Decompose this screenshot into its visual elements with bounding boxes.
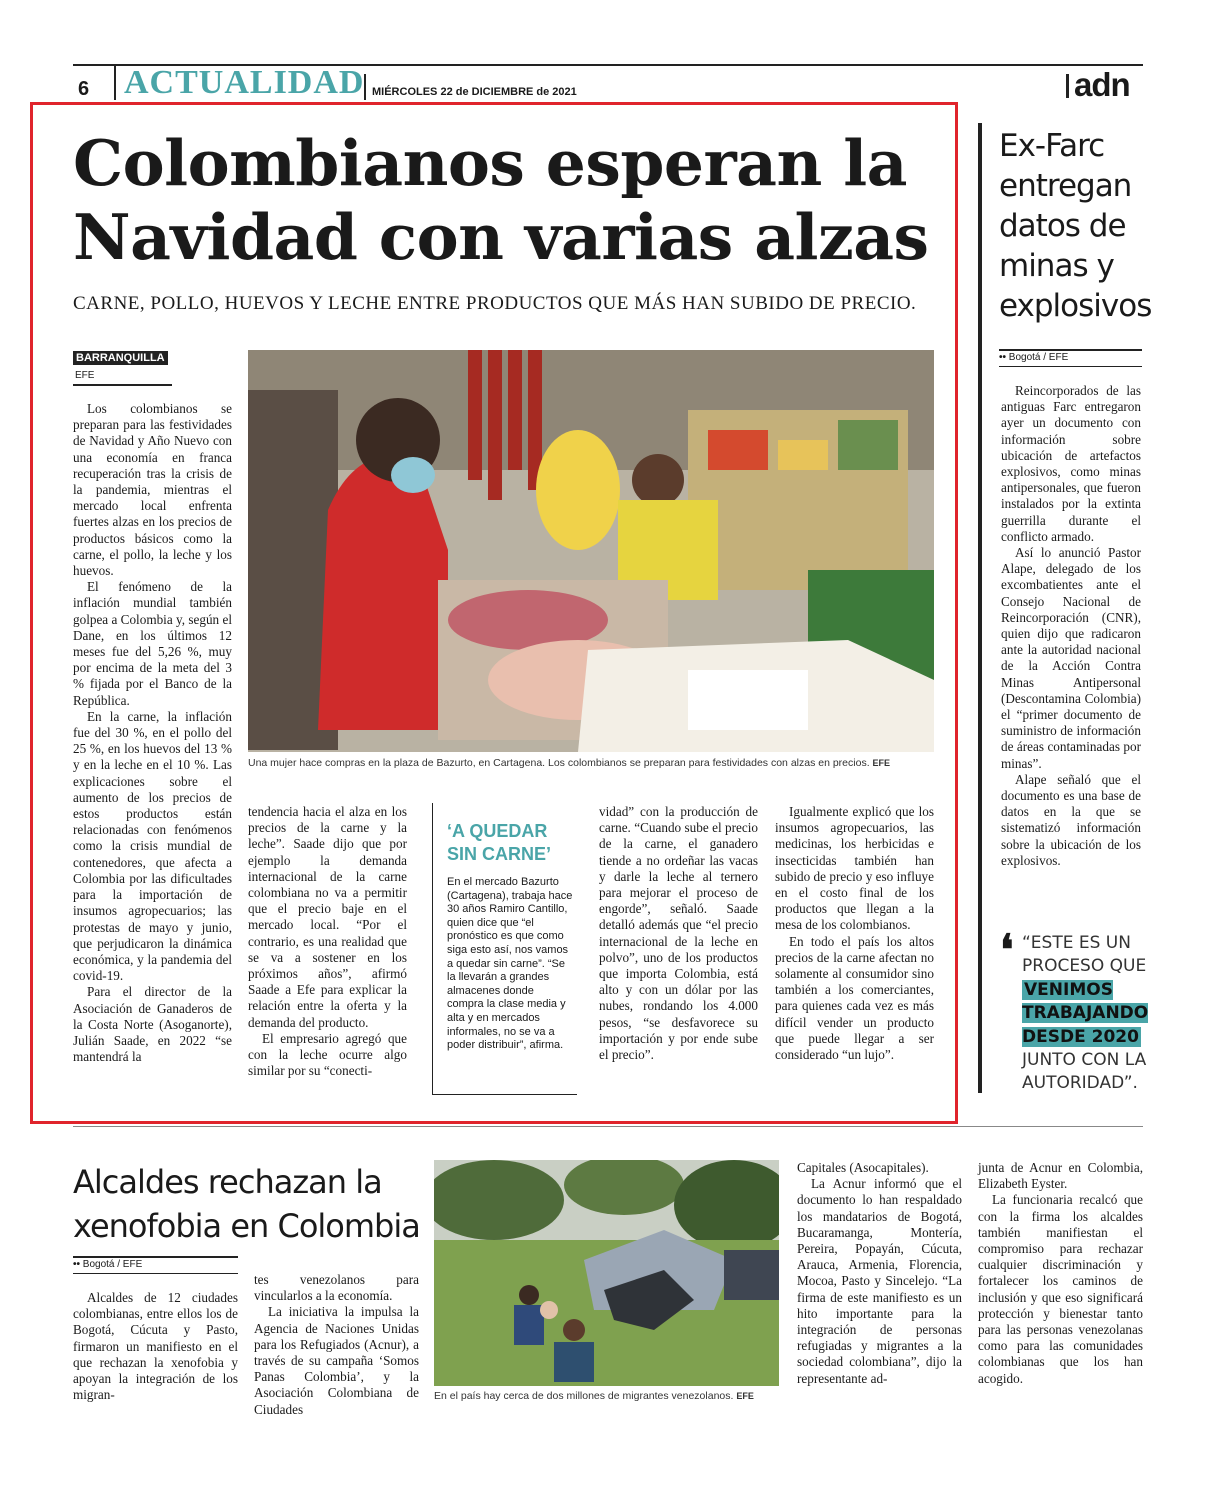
bullet-icon: •• (73, 1259, 83, 1270)
pull-quote (1022, 932, 1152, 1096)
paragraph: En la carne, la inflación fue del 30 %, en el pollo del 25 %, en los huevos del 13 % y en la leche en el 10 %. Las explicaciones sobre el aumento de los precios de estos productos están relacionadas con fenómenos como la crisis mundial de contenedores, que afecta a Colombia por las dificultades para la importación de insumos agropecuarios; las protestas de mayo y junio, que perjudicaron la dinámica económica, y la pandemia del covid-19. (73, 708, 232, 984)
bottom-column-4 (978, 1160, 1143, 1387)
quote-mark-icon: ❛ (1000, 925, 1014, 974)
byline-source: EFE (75, 370, 95, 381)
caption-text: Una mujer hace compras en la plaza de Bazurto, en Cartagena. Los colombianos se preparan para festividades con alzas en precios. (248, 757, 870, 769)
photo-caption (434, 1390, 754, 1402)
paragraph: Capitales (Asocapitales). (797, 1160, 929, 1175)
right-column-text (1001, 383, 1141, 869)
main-column-2 (248, 804, 407, 1079)
paragraph: Reincorporados de las antiguas Farc entregaron ayer un documento con información sobre ubicación de artefactos explosivos, como minas antipersonales, que fueron instalados por la extinta guerrilla durante el conflicto armado. (1001, 383, 1141, 544)
caption-text: En el país hay cerca de dos millones de migrantes venezolanos. (434, 1390, 734, 1402)
adn-logo: adn (1074, 66, 1130, 103)
paragraph: Los colombianos se preparan para las festividades de Navidad y Año Nuevo con una economía en franca recuperación tras la crisis de la pandemia, mientras el mercado local enfrenta fuertes alzas en los precios de productos básicos como la carne, el pollo, la leche y los huevos. (73, 401, 232, 579)
byline-location: BARRANQUILLA (73, 351, 168, 365)
sidebar-title: ‘A QUEDAR SIN CARNE’ (447, 821, 552, 864)
byline-text: Bogotá / EFE (82, 1259, 143, 1270)
main-column-3 (599, 804, 758, 1063)
main-column-1 (73, 401, 232, 1065)
bottom-column-2 (254, 1272, 419, 1418)
logo-bar (1066, 74, 1069, 98)
market-photo (248, 350, 934, 752)
main-subhead: CARNE, POLLO, HUEVOS Y LECHE ENTRE PRODUCTOS QUE MÁS HAN SUBIDO DE PRECIO. (73, 293, 917, 314)
bullet-icon: •• (999, 352, 1009, 363)
issue-date: MIÉRCOLES 22 de DICIEMBRE de 2021 (372, 86, 577, 98)
paragraph: tes venezolanos para vincularlos a la economía. (254, 1272, 419, 1304)
photo-credit: EFE (872, 758, 891, 768)
paragraph: En todo el país los altos precios de la carne afectan no solamente al consumidor sino también a los comerciantes, para quienes cada vez es más difícil vender un producto que puede llegar a ser considerado “un lujo”. (775, 933, 934, 1063)
byline-rule (73, 1273, 238, 1274)
sidebar-text: En el mercado Bazurto (Cartagena), trabaja hace 30 años Ramiro Cantillo, quien dice que “el pronóstico es que como siga esto así, nos vamos a quedar sin carne”. “Se la llevarán a grandes almacenes donde compra la clase media y alta y en mercados informales, no se va a poder distribuir”, afirma. (447, 876, 573, 1052)
quote-text: “ESTE ES UN PROCESO QUE (1022, 933, 1147, 977)
quote-highlight: VENIMOS TRABAJANDO DESDE 2020 (1022, 979, 1149, 1047)
right-byline (999, 352, 1068, 363)
headline-line: Navidad con varias alzas (73, 200, 929, 274)
main-headline (73, 126, 953, 274)
paragraph: vidad” con la producción de carne. “Cuando sube el precio de la carne, el ganadero tiende a no ordeñar las vacas y darle la leche al ternero para mejorar el proceso de engorde”, señaló. Saade detalló además que “el precio internacional de la leche en polvo”, uno de los productos que importa Colombia, está alto y con un dólar por las nubes, rondando los 4.000 pesos, “se desfavorece su importación y por ende sube el precio”. (599, 804, 758, 1063)
byline-rule (999, 366, 1142, 367)
paragraph: Así lo anunció Pastor Alape, delegado de los excombatientes ante el Consejo Nacional de Reincorporación (CNR), quien dijo que radicaron ante la autoridad nacional de la Acción Contra Minas Antipersonal (Descontamina Colombia) el “primer documento de suministro de información de áreas contaminadas por minas”. (1001, 545, 1141, 771)
bottom-headline: Alcaldes rechazan la xenofobia en Colombia (73, 1163, 420, 1245)
paragraph: El empresario agregó que con la leche ocurre algo similar por su “conecti- (248, 1030, 407, 1079)
header-divider (114, 66, 116, 100)
paragraph: junta de Acnur en Colombia, Elizabeth Eyster. (978, 1160, 1143, 1192)
paragraph: El fenómeno de la inflación mundial también golpea a Colombia y, según el Dane, en los últimos 12 meses fue del 5,26 %, muy por encima de la meta del 3 % fijada por el Banco de la República. (73, 579, 232, 708)
section-rule (73, 1126, 1143, 1127)
headline-line: Colombianos esperan la (73, 126, 907, 200)
section-title: ACTUALIDAD (124, 64, 365, 101)
right-column-bar (978, 123, 982, 1093)
page-number: 6 (78, 78, 90, 100)
right-headline: Ex-Farc entregan datos de minas y explosivos (999, 128, 1152, 324)
paragraph: La Acnur informó que el documento lo han respaldado los mandatarios de Bogotá, Bucaramanga, Montería, Pereira, Popayán, Cúcuta, Arauca, Armenia, Florencia, Mocoa, Pasto y Sincelejo. “La firma de este manifiesto es un hito importante para la integración de personas refugiadas y migrantes a la sociedad colombiana”, dijo la representante ad- (797, 1176, 962, 1386)
migrants-camp-photo (434, 1160, 779, 1386)
paragraph: Igualmente explicó que los insumos agropecuarios, las medicinas, los herbicidas e insecticidas también han subido de precio y eso influye en el costo final de los productos que llegan a la mesa de los colombianos. (775, 804, 934, 933)
byline-rule (73, 384, 172, 386)
paragraph: Para el director de la Asociación de Ganaderos de la Costa Norte (Asoganorte), Julián Saade, en 2022 “se mantendrá la (73, 984, 232, 1065)
byline-rule (999, 349, 1142, 351)
paragraph: La funcionaria recalcó que con la firma los alcaldes también manifiestan el compromiso para rechazar cualquier discriminación y fortalecer los caminos de inclusión y que eso significará protección y bienestar tanto para las personas venezolanas como para las comunidades colombianas que los han acogido. (978, 1192, 1143, 1386)
bottom-byline (73, 1259, 142, 1270)
photo-credit: EFE (736, 1391, 754, 1401)
byline-text: Bogotá / EFE (1008, 352, 1069, 363)
photo-caption (248, 757, 890, 769)
bottom-column-1 (73, 1290, 238, 1403)
bottom-column-3 (797, 1160, 962, 1387)
header-divider (364, 74, 366, 100)
paragraph: Alcaldes de 12 ciudades colombianas, entre ellos los de Bogotá, Cúcuta y Pasto, firmaron un manifiesto en el que rechazan la xenofobia y apoyan la integración de los migran- (73, 1290, 238, 1403)
main-column-4 (775, 804, 934, 1063)
quote-text: JUNTO CON LA AUTORIDAD”. (1022, 1050, 1147, 1094)
paragraph: tendencia hacia el alza en los precios de la carne y la leche”. Saade dijo que por ejemplo la demanda internacional de la carne colombiana no va a permitir que el precio baje en el mercado local. “Por el contrario, es una realidad que se va a sostener en los próximos años”, afirmó Saade a Efe para explicar la relación entre la oferta y la demanda del producto. (248, 804, 407, 1030)
paragraph: La iniciativa la impulsa la Agencia de Naciones Unidas para los Refugiados (Acnur), a través de su campaña ‘Somos Panas Colombia’, y la Asociación Colombiana de Ciudades (254, 1304, 419, 1417)
paragraph: Alape señaló que el documento es una base de datos en la que se sistematizó información sobre la ubicación de los explosivos. (1001, 771, 1141, 868)
byline-rule (73, 1256, 238, 1258)
